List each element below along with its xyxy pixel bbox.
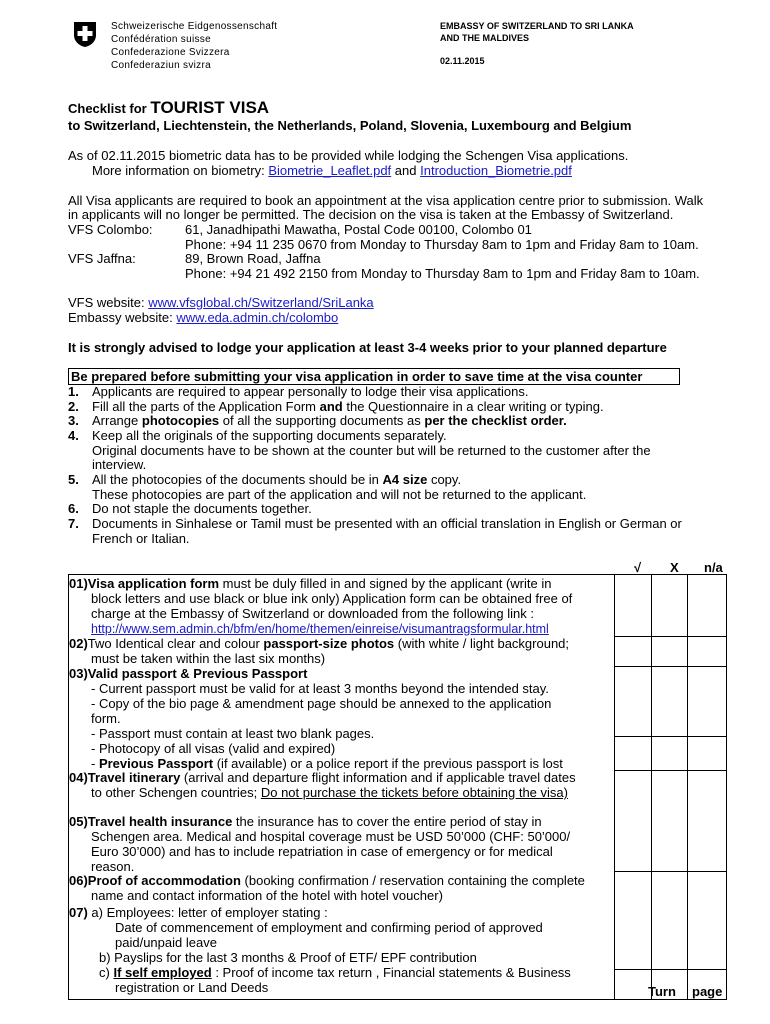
introduction-biometrie-link[interactable]: Introduction_Biometrie.pdf xyxy=(420,163,572,178)
embassy-website-link[interactable]: www.eda.admin.ch/colombo xyxy=(176,310,339,325)
list-item-number: 2. xyxy=(68,399,79,414)
checklist-item-visa-form xyxy=(69,576,609,637)
list-item xyxy=(68,472,461,487)
item-text: (arrival and departure flight information and if applicable travel dates xyxy=(180,770,576,785)
list-item-text: Keep all the originals of the supporting documents separately. xyxy=(92,428,447,443)
biometrie-leaflet-link[interactable]: Biometrie_Leaflet.pdf xyxy=(268,163,392,178)
item-text: Date of commencement of employment and confirming period of approved xyxy=(115,920,543,935)
org-line-de: Schweizerische Eidgenossenschaft xyxy=(111,21,278,32)
table-row-line xyxy=(614,636,726,637)
swiss-crest-icon xyxy=(73,21,97,48)
federal-administration-names xyxy=(111,20,277,72)
item-title: passport-size photos xyxy=(263,636,395,651)
item-title: Travel health insurance xyxy=(87,814,233,829)
and-word: and xyxy=(394,163,417,178)
item-title: Proof of accommodation xyxy=(87,873,241,888)
list-item-number: 6. xyxy=(68,501,79,516)
list-item-text: Do not staple the documents together. xyxy=(92,501,312,516)
org-line-fr: Confédération suisse xyxy=(111,34,211,45)
item-text: charge at the Embassy of Switzerland or downloaded from the following link : xyxy=(91,606,534,621)
vfs-colombo-label: VFS Colombo: xyxy=(68,222,153,237)
table-divider xyxy=(651,575,652,999)
item-text: registration or Land Deeds xyxy=(115,980,269,995)
item-text: block letters and use black or blue ink only) Application form can be obtained free of xyxy=(91,591,573,606)
vfs-colombo-phone: Phone: +94 11 235 0670 from Monday to Thursday 8am to 1pm and Friday 8am to 10am. xyxy=(185,237,699,252)
title-prefix: Checklist for xyxy=(68,101,147,116)
item-text: paid/unpaid leave xyxy=(115,935,217,950)
list-item xyxy=(68,501,312,516)
biometric-notice: As of 02.11.2015 biometric data has to be provided while lodging the Schengen Visa applications. xyxy=(68,148,629,163)
visa-form-download-link[interactable]: http://www.sem.admin.ch/bfm/en/home/themen/einreise/visumantragsformular.html xyxy=(91,622,549,636)
list-item xyxy=(68,399,604,414)
item-title: Previous Passport xyxy=(98,756,214,771)
page-label: page xyxy=(692,984,723,999)
item-number: 03) xyxy=(69,666,88,681)
list-item xyxy=(68,413,567,428)
item-title: If self employed xyxy=(113,965,212,980)
item-text: reason. xyxy=(91,859,135,874)
table-divider xyxy=(614,575,615,999)
lodging-advice: It is strongly advised to lodge your application at least 3-4 weeks prior to your planned departure xyxy=(68,340,667,355)
checklist-item-photos xyxy=(69,636,609,666)
list-item-bold: per the checklist order. xyxy=(424,413,567,428)
item-title: Valid passport & Previous Passport xyxy=(87,666,308,681)
document-date: 02.11.2015 xyxy=(440,56,485,66)
list-item-number: 3. xyxy=(68,413,79,428)
title-main: TOURIST VISA xyxy=(150,98,270,117)
item-text: : Proof of income tax return , Financial statements & Business xyxy=(211,965,571,980)
checklist-item-employment xyxy=(69,905,609,995)
title-subtitle: to Switzerland, Liechtenstein, the Netherlands, Poland, Slovenia, Luxembourg and Belgium xyxy=(68,118,632,133)
page-title xyxy=(68,99,269,118)
item-text: name and contact information of the hotel with hotel voucher) xyxy=(91,888,443,903)
item-text: must be duly filled in and signed by the applicant (write in xyxy=(219,576,552,591)
item-text: Euro 30’000) and has to include repatriation in case of emergency or for medical xyxy=(91,844,553,859)
checklist-item-accommodation xyxy=(69,873,609,903)
org-line-rm: Confederaziun svizra xyxy=(111,60,211,71)
list-item xyxy=(68,516,682,531)
item-text: (with white / light background; xyxy=(394,636,570,651)
item-text: Schengen area. Medical and hospital coverage must be USD 50’000 (CHF: 50’000/ xyxy=(91,829,571,844)
vfs-website-line xyxy=(68,295,374,310)
table-row-line xyxy=(614,969,726,970)
column-header-cross: X xyxy=(670,560,679,575)
embassy-name-line1: EMBASSY OF SWITZERLAND TO SRI LANKA xyxy=(440,21,634,31)
list-item-text: copy. xyxy=(427,472,462,487)
org-line-it: Confederazione Svizzera xyxy=(111,47,230,58)
list-item-continuation: Original documents have to be shown at the counter but will be returned to the customer after the xyxy=(92,443,651,458)
vfs-jaffna-address: 89, Brown Road, Jaffna xyxy=(185,251,321,266)
item-text: must be taken within the last six months) xyxy=(91,651,326,666)
turn-label: Turn xyxy=(648,984,676,999)
list-item-text: Arrange xyxy=(92,413,142,428)
vfs-website-label: VFS website: xyxy=(68,295,145,310)
list-item-text: All the photocopies of the documents should be in xyxy=(92,472,383,487)
checklist-item-insurance xyxy=(69,814,609,874)
item-number: 05) xyxy=(69,814,88,829)
vfs-jaffna-label: VFS Jaffna: xyxy=(68,251,136,266)
table-divider xyxy=(687,575,688,999)
item-number: 07) xyxy=(69,905,88,920)
list-item-number: 5. xyxy=(68,472,79,487)
embassy-website-label: Embassy website: xyxy=(68,310,173,325)
checklist-item-passport xyxy=(69,666,609,771)
item-text: (booking confirmation / reservation containing the complete xyxy=(240,873,585,888)
table-row-line xyxy=(614,736,726,737)
table-row-line xyxy=(614,666,726,667)
item-text: (if available) or a police report if the previous passport is lost xyxy=(213,756,563,771)
item-warning: Do not purchase the tickets before obtaining the visa) xyxy=(260,785,568,800)
table-row-line xyxy=(614,770,726,771)
vfs-colombo-address: 61, Janadhipathi Mawatha, Postal Code 00100, Colombo 01 xyxy=(185,222,532,237)
list-item xyxy=(68,428,447,443)
list-item-continuation: These photocopies are part of the application and will not be returned to the applicant. xyxy=(92,487,587,502)
list-item xyxy=(68,384,528,399)
item-title: Travel itinerary xyxy=(87,770,181,785)
item-text: Two Identical clear and colour xyxy=(87,636,264,651)
list-item-number: 4. xyxy=(68,428,79,443)
list-item-continuation: interview. xyxy=(92,457,147,472)
item-text: b) Payslips for the last 3 months & Proof of ETF/ EPF contribution xyxy=(99,950,477,965)
item-title: Visa application form xyxy=(87,576,220,591)
item-text: - Photocopy of all visas (valid and expired) xyxy=(91,741,336,756)
item-text: c) xyxy=(99,965,114,980)
table-row-line xyxy=(614,871,726,872)
list-item-bold: A4 size xyxy=(382,472,428,487)
list-item-text: the Questionnaire in a clear writing or typing. xyxy=(342,399,604,414)
item-text: the insurance has to cover the entire period of stay in xyxy=(232,814,542,829)
item-text: to other Schengen countries; xyxy=(91,785,261,800)
item-number: 06) xyxy=(69,873,88,888)
item-text: form. xyxy=(91,711,121,726)
checklist-item-itinerary xyxy=(69,770,609,800)
biometry-info-line xyxy=(92,163,572,178)
list-item-bold: photocopies xyxy=(141,413,220,428)
appointment-notice-line1: All Visa applicants are required to book an appointment at the visa application centre prior to submission. Walk xyxy=(68,193,704,208)
list-item-bold: and xyxy=(319,399,343,414)
column-header-na: n/a xyxy=(704,560,723,575)
checklist-table xyxy=(68,574,727,1000)
list-item-continuation: French or Italian. xyxy=(92,531,190,546)
list-item-text: Applicants are required to appear personally to lodge their visa applications. xyxy=(92,384,529,399)
list-item-text: Fill all the parts of the Application Form xyxy=(92,399,320,414)
item-number: 01) xyxy=(69,576,88,591)
list-item-number: 1. xyxy=(68,384,79,399)
item-text: - Copy of the bio page & amendment page should be annexed to the application xyxy=(91,696,552,711)
biometry-info-prefix: More information on biometry: xyxy=(92,163,265,178)
vfs-website-link[interactable]: www.vfsglobal.ch/Switzerland/SriLanka xyxy=(148,295,374,310)
item-text: - Current passport must be valid for at least 3 months beyond the intended stay. xyxy=(91,681,549,696)
list-item-text: Documents in Sinhalese or Tamil must be presented with an official translation in English or German or xyxy=(92,516,682,531)
column-header-check: √ xyxy=(634,560,642,575)
item-number: 04) xyxy=(69,770,88,785)
item-number: 02) xyxy=(69,636,88,651)
list-item-number: 7. xyxy=(68,516,79,531)
item-text: - Passport must contain at least two blank pages. xyxy=(91,726,375,741)
item-text: a) Employees: letter of employer stating : xyxy=(87,905,328,920)
item-text: - xyxy=(91,756,99,771)
vfs-jaffna-phone: Phone: +94 21 492 2150 from Monday to Thursday 8am to 1pm and Friday 8am to 10am. xyxy=(185,266,700,281)
embassy-name-line2: AND THE MALDIVES xyxy=(440,33,530,43)
appointment-notice-line2: in applicants will no longer be permitted. The decision on the visa is taken at the Embassy of Switzerland. xyxy=(68,207,674,222)
embassy-block xyxy=(440,20,634,67)
embassy-website-line xyxy=(68,310,338,325)
list-item-text: of all the supporting documents as xyxy=(219,413,425,428)
prepare-heading: Be prepared before submitting your visa application in order to save time at the visa counter xyxy=(71,369,643,384)
